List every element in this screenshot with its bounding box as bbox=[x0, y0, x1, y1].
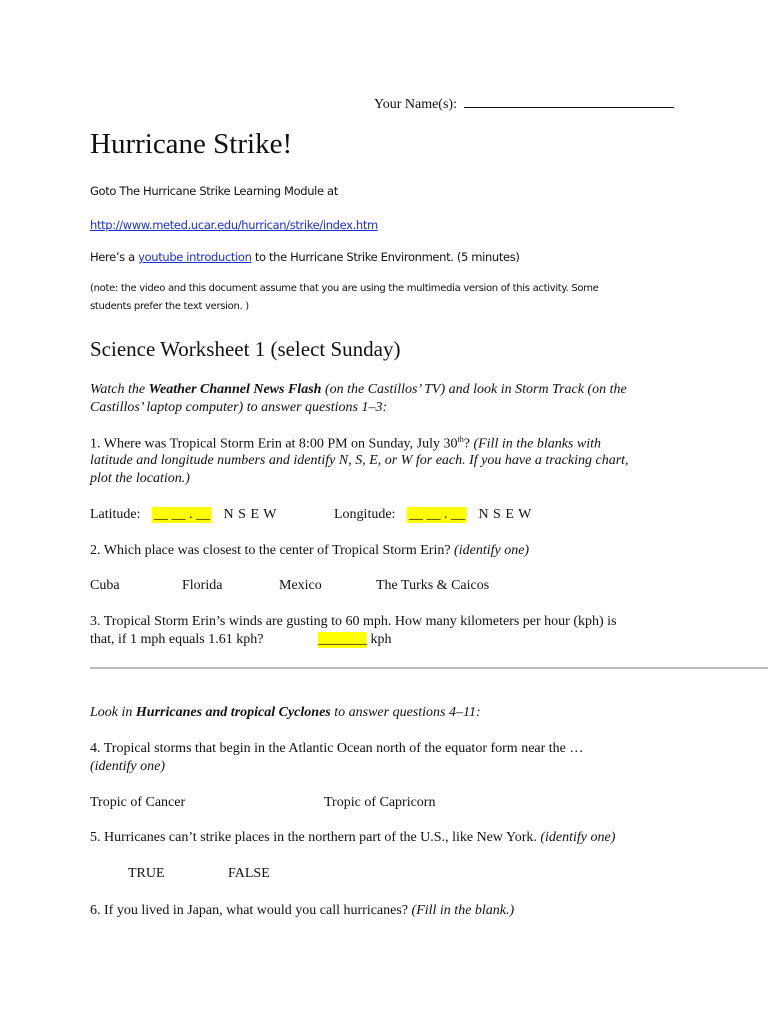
question-6-text: 6. If you lived in Japan, what would you call hurricanes? bbox=[90, 903, 409, 918]
instructions-watch: Watch the bbox=[90, 382, 146, 397]
youtube-line bbox=[90, 250, 520, 264]
longitude-directions: N S E W bbox=[478, 507, 532, 522]
longitude-label: Longitude: bbox=[334, 507, 396, 522]
name-input-line[interactable] bbox=[464, 95, 674, 108]
q4-option-cancer[interactable]: Tropic of Cancer bbox=[90, 795, 186, 810]
longitude-blank[interactable]: __ __ . __ bbox=[408, 507, 465, 522]
youtube-link[interactable]: youtube introduction bbox=[138, 250, 252, 264]
question-1-line-1 bbox=[90, 435, 601, 453]
question-3-unit: kph bbox=[370, 632, 392, 647]
q2-option-turks-caicos[interactable]: The Turks & Caicos bbox=[376, 578, 490, 593]
question-2 bbox=[90, 543, 529, 559]
question-3-blank[interactable]: _______ bbox=[318, 632, 367, 647]
note-line-2: students prefer the text version. ) bbox=[90, 301, 249, 312]
instructions-2-rest: to answer questions 4–11: bbox=[334, 705, 481, 720]
q2-option-mexico[interactable]: Mexico bbox=[279, 578, 322, 593]
question-1-sup: th bbox=[457, 435, 464, 444]
name-label: Your Name(s): bbox=[374, 97, 457, 112]
latitude-directions: N S E W bbox=[223, 507, 277, 522]
question-3-answer bbox=[318, 632, 392, 648]
latitude-blank[interactable]: __ __ . __ bbox=[154, 507, 211, 522]
section-divider bbox=[90, 667, 768, 669]
q2-option-cuba[interactable]: Cuba bbox=[90, 578, 120, 593]
question-2-text: 2. Which place was closest to the center of Tropical Storm Erin? bbox=[90, 543, 451, 558]
youtube-prefix: Here’s a bbox=[90, 250, 135, 264]
instructions-bold: Weather Channel News Flash bbox=[148, 382, 322, 397]
question-6 bbox=[90, 903, 514, 919]
question-1-text: 1. Where was Tropical Storm Erin at 8:00 PM on Sunday, July 30 bbox=[90, 436, 458, 452]
latitude-label: Latitude: bbox=[90, 507, 141, 522]
youtube-suffix: to the Hurricane Strike Environment. (5 minutes) bbox=[254, 250, 520, 264]
instructions-1-line-2: Castillos’ laptop computer) to answer questions 1–3: bbox=[90, 400, 388, 415]
q4-option-capricorn[interactable]: Tropic of Capricorn bbox=[324, 795, 436, 810]
question-3-line-1: 3. Tropical Storm Erin’s winds are gusting to 60 mph. How many kilometers per hour (kph) is bbox=[90, 614, 617, 629]
module-url-link[interactable]: http://www.meted.ucar.edu/hurrican/strike/index.htm bbox=[90, 218, 378, 232]
question-5 bbox=[90, 830, 615, 846]
latitude-row bbox=[90, 507, 277, 523]
question-5-hint: (identify one) bbox=[540, 830, 616, 845]
q2-option-florida[interactable]: Florida bbox=[182, 578, 223, 593]
q5-option-false[interactable]: FALSE bbox=[228, 866, 270, 881]
longitude-row bbox=[334, 507, 532, 523]
question-3-line-2: that, if 1 mph equals 1.61 kph? bbox=[90, 632, 264, 647]
question-2-hint: (identify one) bbox=[454, 543, 530, 558]
question-1-hint-3: plot the location.) bbox=[90, 471, 190, 486]
instructions-2-look: Look in bbox=[90, 705, 133, 720]
worksheet-title: Science Worksheet 1 (select Sunday) bbox=[90, 337, 401, 361]
question-4-text: 4. Tropical storms that begin in the Atlantic Ocean north of the equator form near the … bbox=[90, 741, 584, 756]
goto-text: Goto The Hurricane Strike Learning Module at bbox=[90, 184, 338, 198]
question-1-hint-2: latitude and longitude numbers and identify N, S, E, or W for each. If you have a tracking chart, bbox=[90, 453, 629, 468]
page-title: Hurricane Strike! bbox=[90, 128, 293, 160]
instructions-1-line-1 bbox=[90, 382, 627, 398]
note-line-1: (note: the video and this document assume that you are using the multimedia version of this activity. Some bbox=[90, 283, 599, 294]
question-4-hint: (identify one) bbox=[90, 759, 166, 774]
question-5-text: 5. Hurricanes can’t strike places in the northern part of the U.S., like New York. bbox=[90, 830, 537, 845]
question-1-hint-1: (Fill in the blanks with bbox=[473, 436, 601, 452]
instructions-rest: (on the Castillos’ TV) and look in Storm Track (on the bbox=[324, 382, 627, 397]
name-field-row bbox=[374, 95, 674, 113]
instructions-2 bbox=[90, 705, 481, 721]
q5-option-true[interactable]: TRUE bbox=[128, 866, 165, 881]
instructions-2-bold: Hurricanes and tropical Cyclones bbox=[135, 705, 331, 720]
question-6-hint: (Fill in the blank.) bbox=[411, 903, 515, 918]
question-1-qmark: ? bbox=[463, 436, 470, 452]
